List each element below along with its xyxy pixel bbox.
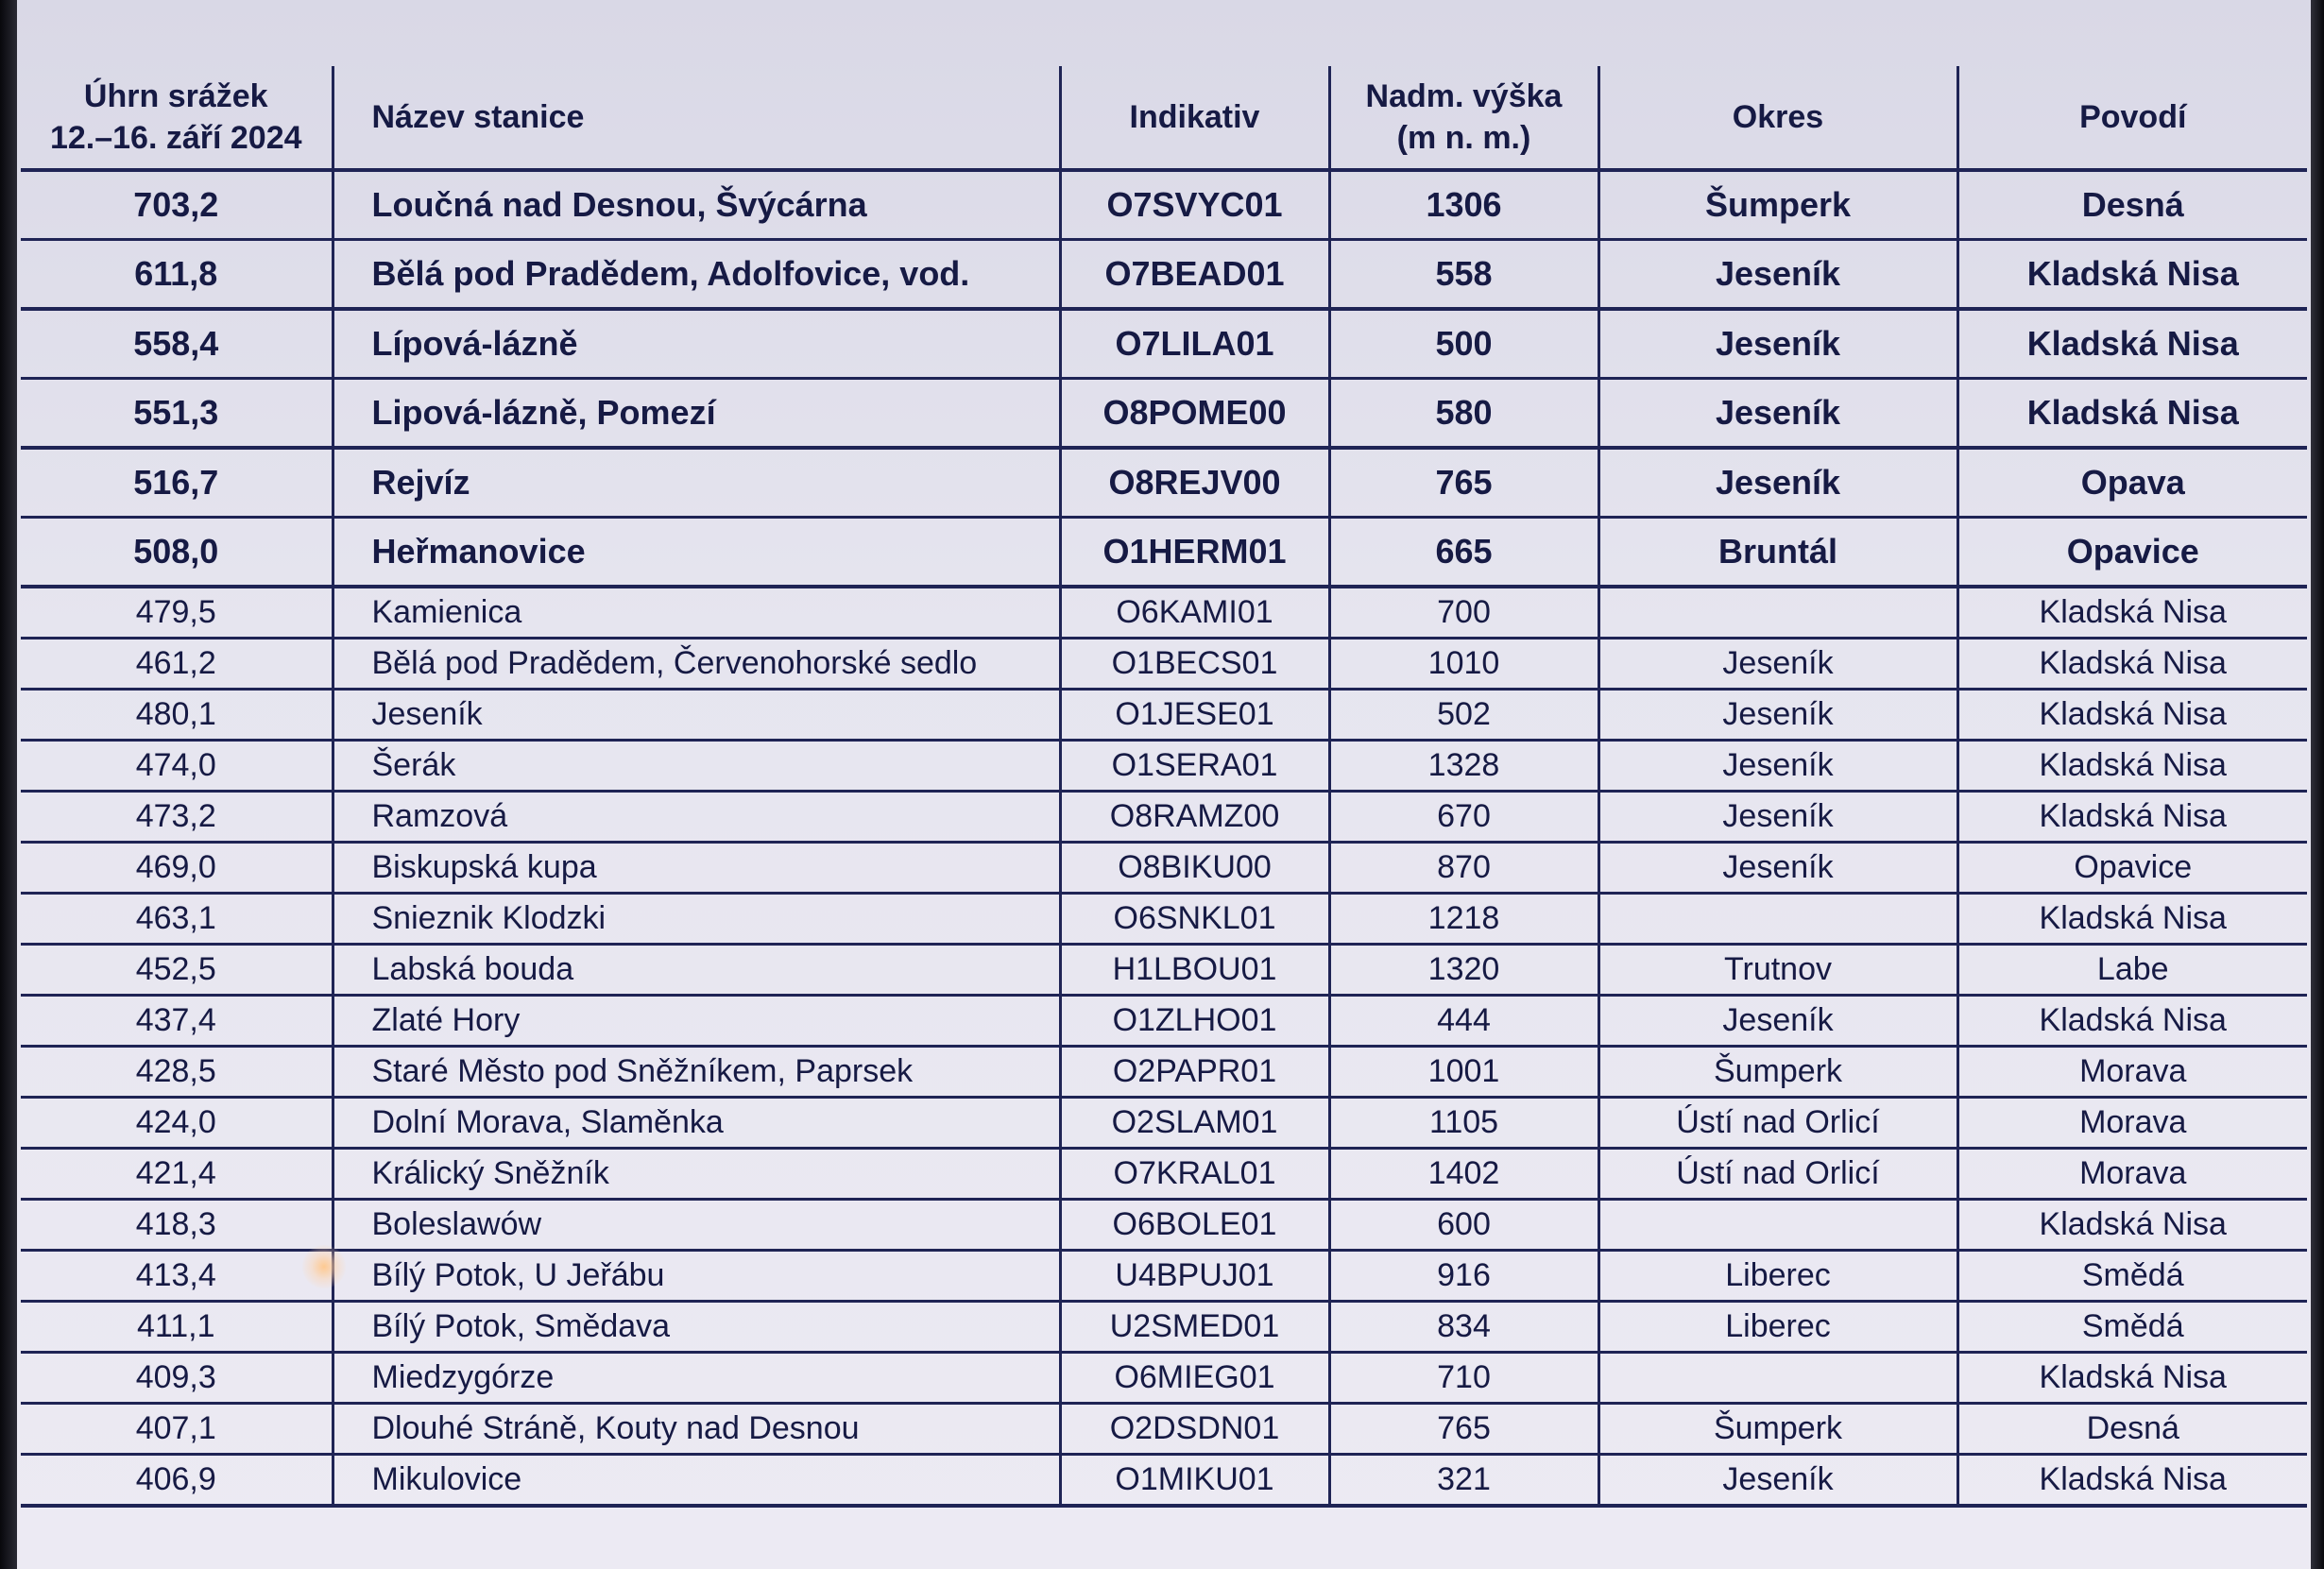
table-row	[21, 1455, 2307, 1507]
cell-altitude: 1010	[1329, 639, 1598, 690]
cell-rainfall: 469,0	[21, 843, 333, 894]
cell-rainfall: 558,4	[21, 309, 333, 379]
cell-station: Bílý Potok, U Jeřábu	[333, 1251, 1060, 1302]
cell-code: O2DSDN01	[1060, 1404, 1329, 1455]
cell-basin: Morava	[1957, 1098, 2307, 1149]
cell-rainfall: 479,5	[21, 587, 333, 639]
cell-basin: Kladská Nisa	[1957, 741, 2307, 792]
cell-code: O6SNKL01	[1060, 894, 1329, 945]
cell-rainfall: 611,8	[21, 240, 333, 310]
cell-rainfall: 474,0	[21, 741, 333, 792]
cell-basin: Kladská Nisa	[1957, 996, 2307, 1047]
table-row	[21, 1200, 2307, 1251]
cell-altitude: 710	[1329, 1353, 1598, 1404]
monitor-bezel-left	[0, 0, 17, 1569]
cell-rainfall: 480,1	[21, 690, 333, 741]
cell-district: Jeseník	[1598, 448, 1957, 518]
cell-district: Liberec	[1598, 1251, 1957, 1302]
cell-rainfall: 473,2	[21, 792, 333, 843]
cell-district: Šumperk	[1598, 1404, 1957, 1455]
table-row	[21, 1047, 2307, 1098]
header-indicative: Indikativ	[1060, 66, 1329, 170]
cell-rainfall: 428,5	[21, 1047, 333, 1098]
cell-district: Jeseník	[1598, 379, 1957, 449]
cell-basin: Labe	[1957, 945, 2307, 996]
cell-basin: Morava	[1957, 1149, 2307, 1200]
header-altitude	[1329, 66, 1598, 170]
cell-basin: Kladská Nisa	[1957, 894, 2307, 945]
cell-district: Jeseník	[1598, 309, 1957, 379]
cell-station: Kamienica	[333, 587, 1060, 639]
header-rainfall	[21, 66, 333, 170]
cell-station: Bílý Potok, Smědava	[333, 1302, 1060, 1353]
cell-district: Trutnov	[1598, 945, 1957, 996]
header-district: Okres	[1598, 66, 1957, 170]
cell-altitude: 665	[1329, 518, 1598, 588]
table-row	[21, 1302, 2307, 1353]
header-rainfall-line1: Úhrn srážek	[83, 78, 268, 114]
cell-code: O7BEAD01	[1060, 240, 1329, 310]
cell-district	[1598, 587, 1957, 639]
cell-code: O1JESE01	[1060, 690, 1329, 741]
cell-code: O8REJV00	[1060, 448, 1329, 518]
cell-basin: Kladská Nisa	[1957, 587, 2307, 639]
cell-code: O6BOLE01	[1060, 1200, 1329, 1251]
cell-rainfall: 421,4	[21, 1149, 333, 1200]
cell-basin: Desná	[1957, 170, 2307, 240]
cell-altitude: 1402	[1329, 1149, 1598, 1200]
cell-rainfall: 406,9	[21, 1455, 333, 1507]
cell-code: H1LBOU01	[1060, 945, 1329, 996]
screen-glare	[302, 1245, 346, 1288]
cell-station: Biskupská kupa	[333, 843, 1060, 894]
cell-station: Mikulovice	[333, 1455, 1060, 1507]
cell-district	[1598, 1353, 1957, 1404]
cell-station: Heřmanovice	[333, 518, 1060, 588]
header-rainfall-line2: 12.–16. září 2024	[49, 120, 302, 156]
cell-rainfall: 437,4	[21, 996, 333, 1047]
table-row	[21, 741, 2307, 792]
cell-district: Ústí nad Orlicí	[1598, 1098, 1957, 1149]
cell-rainfall: 516,7	[21, 448, 333, 518]
cell-station: Bělá pod Pradědem, Adolfovice, vod.	[333, 240, 1060, 310]
table-row	[21, 1353, 2307, 1404]
cell-basin: Kladská Nisa	[1957, 240, 2307, 310]
cell-code: O1BECS01	[1060, 639, 1329, 690]
table-header	[21, 66, 2307, 170]
cell-district: Šumperk	[1598, 170, 1957, 240]
monitor-bezel-right	[2311, 0, 2324, 1569]
cell-altitude: 670	[1329, 792, 1598, 843]
cell-basin: Kladská Nisa	[1957, 690, 2307, 741]
table-row	[21, 448, 2307, 518]
rainfall-table-sheet	[21, 66, 2307, 1508]
cell-station: Bělá pod Pradědem, Červenohorské sedlo	[333, 639, 1060, 690]
cell-rainfall: 703,2	[21, 170, 333, 240]
cell-station: Lípová-lázně	[333, 309, 1060, 379]
cell-code: U2SMED01	[1060, 1302, 1329, 1353]
cell-rainfall: 551,3	[21, 379, 333, 449]
cell-district: Jeseník	[1598, 240, 1957, 310]
cell-altitude: 500	[1329, 309, 1598, 379]
cell-altitude: 700	[1329, 587, 1598, 639]
cell-station: Boleslawów	[333, 1200, 1060, 1251]
cell-district	[1598, 1200, 1957, 1251]
cell-altitude: 444	[1329, 996, 1598, 1047]
cell-station: Dlouhé Stráně, Kouty nad Desnou	[333, 1404, 1060, 1455]
table-row	[21, 1098, 2307, 1149]
cell-altitude: 1320	[1329, 945, 1598, 996]
cell-altitude: 600	[1329, 1200, 1598, 1251]
header-row	[21, 66, 2307, 170]
cell-code: U4BPUJ01	[1060, 1251, 1329, 1302]
cell-station: Miedzygórze	[333, 1353, 1060, 1404]
table-body	[21, 170, 2307, 1506]
cell-altitude: 870	[1329, 843, 1598, 894]
cell-altitude: 765	[1329, 1404, 1598, 1455]
cell-station: Staré Město pod Sněžníkem, Paprsek	[333, 1047, 1060, 1098]
table-row	[21, 170, 2307, 240]
cell-station: Labská bouda	[333, 945, 1060, 996]
cell-rainfall: 452,5	[21, 945, 333, 996]
cell-basin: Opavice	[1957, 843, 2307, 894]
cell-altitude: 580	[1329, 379, 1598, 449]
cell-basin: Smědá	[1957, 1251, 2307, 1302]
cell-district: Jeseník	[1598, 843, 1957, 894]
cell-altitude: 321	[1329, 1455, 1598, 1507]
cell-station: Zlaté Hory	[333, 996, 1060, 1047]
cell-basin: Smědá	[1957, 1302, 2307, 1353]
cell-basin: Kladská Nisa	[1957, 1200, 2307, 1251]
cell-district	[1598, 894, 1957, 945]
cell-code: O8RAMZ00	[1060, 792, 1329, 843]
cell-district: Ústí nad Orlicí	[1598, 1149, 1957, 1200]
cell-district: Jeseník	[1598, 1455, 1957, 1507]
cell-rainfall: 424,0	[21, 1098, 333, 1149]
table-row	[21, 792, 2307, 843]
cell-station: Rejvíz	[333, 448, 1060, 518]
cell-station: Šerák	[333, 741, 1060, 792]
cell-district: Jeseník	[1598, 792, 1957, 843]
cell-altitude: 502	[1329, 690, 1598, 741]
cell-basin: Kladská Nisa	[1957, 792, 2307, 843]
cell-district: Šumperk	[1598, 1047, 1957, 1098]
cell-code: O1HERM01	[1060, 518, 1329, 588]
cell-basin: Kladská Nisa	[1957, 639, 2307, 690]
table-row	[21, 240, 2307, 310]
table-row	[21, 690, 2307, 741]
cell-altitude: 1001	[1329, 1047, 1598, 1098]
cell-code: O7LILA01	[1060, 309, 1329, 379]
table-row	[21, 996, 2307, 1047]
cell-station: Dolní Morava, Slaměnka	[333, 1098, 1060, 1149]
table-row	[21, 639, 2307, 690]
cell-rainfall: 461,2	[21, 639, 333, 690]
rainfall-table	[21, 66, 2307, 1508]
header-altitude-line2: (m n. m.)	[1396, 120, 1531, 156]
cell-code: O8BIKU00	[1060, 843, 1329, 894]
table-row	[21, 945, 2307, 996]
table-row	[21, 843, 2307, 894]
cell-code: O1SERA01	[1060, 741, 1329, 792]
cell-basin: Kladská Nisa	[1957, 1455, 2307, 1507]
cell-altitude: 834	[1329, 1302, 1598, 1353]
table-row	[21, 587, 2307, 639]
cell-altitude: 1105	[1329, 1098, 1598, 1149]
cell-station: Lipová-lázně, Pomezí	[333, 379, 1060, 449]
cell-rainfall: 409,3	[21, 1353, 333, 1404]
cell-basin: Opavice	[1957, 518, 2307, 588]
cell-rainfall: 418,3	[21, 1200, 333, 1251]
cell-rainfall: 463,1	[21, 894, 333, 945]
cell-altitude: 1306	[1329, 170, 1598, 240]
cell-station: Snieznik Klodzki	[333, 894, 1060, 945]
header-altitude-line1: Nadm. výška	[1365, 78, 1563, 114]
cell-altitude: 765	[1329, 448, 1598, 518]
cell-rainfall: 411,1	[21, 1302, 333, 1353]
cell-altitude: 1218	[1329, 894, 1598, 945]
table-row	[21, 894, 2307, 945]
cell-code: O7SVYC01	[1060, 170, 1329, 240]
cell-code: O2SLAM01	[1060, 1098, 1329, 1149]
cell-code: O6KAMI01	[1060, 587, 1329, 639]
cell-station: Králický Sněžník	[333, 1149, 1060, 1200]
table-row	[21, 309, 2307, 379]
cell-code: O2PAPR01	[1060, 1047, 1329, 1098]
table-row	[21, 1404, 2307, 1455]
cell-rainfall: 407,1	[21, 1404, 333, 1455]
cell-basin: Kladská Nisa	[1957, 379, 2307, 449]
cell-station: Ramzová	[333, 792, 1060, 843]
cell-code: O1MIKU01	[1060, 1455, 1329, 1507]
table-row	[21, 1251, 2307, 1302]
cell-code: O1ZLHO01	[1060, 996, 1329, 1047]
cell-district: Liberec	[1598, 1302, 1957, 1353]
cell-basin: Kladská Nisa	[1957, 1353, 2307, 1404]
cell-basin: Morava	[1957, 1047, 2307, 1098]
cell-station: Jeseník	[333, 690, 1060, 741]
cell-basin: Opava	[1957, 448, 2307, 518]
cell-altitude: 916	[1329, 1251, 1598, 1302]
cell-district: Jeseník	[1598, 741, 1957, 792]
table-row	[21, 379, 2307, 449]
cell-station: Loučná nad Desnou, Švýcárna	[333, 170, 1060, 240]
cell-code: O7KRAL01	[1060, 1149, 1329, 1200]
cell-rainfall: 508,0	[21, 518, 333, 588]
header-basin: Povodí	[1957, 66, 2307, 170]
table-row	[21, 518, 2307, 588]
cell-district: Jeseník	[1598, 639, 1957, 690]
cell-code: O6MIEG01	[1060, 1353, 1329, 1404]
cell-altitude: 1328	[1329, 741, 1598, 792]
cell-rainfall: 413,4	[21, 1251, 333, 1302]
table-row	[21, 1149, 2307, 1200]
cell-basin: Kladská Nisa	[1957, 309, 2307, 379]
cell-altitude: 558	[1329, 240, 1598, 310]
cell-basin: Desná	[1957, 1404, 2307, 1455]
cell-district: Bruntál	[1598, 518, 1957, 588]
cell-district: Jeseník	[1598, 690, 1957, 741]
cell-district: Jeseník	[1598, 996, 1957, 1047]
cell-code: O8POME00	[1060, 379, 1329, 449]
header-station: Název stanice	[333, 66, 1060, 170]
